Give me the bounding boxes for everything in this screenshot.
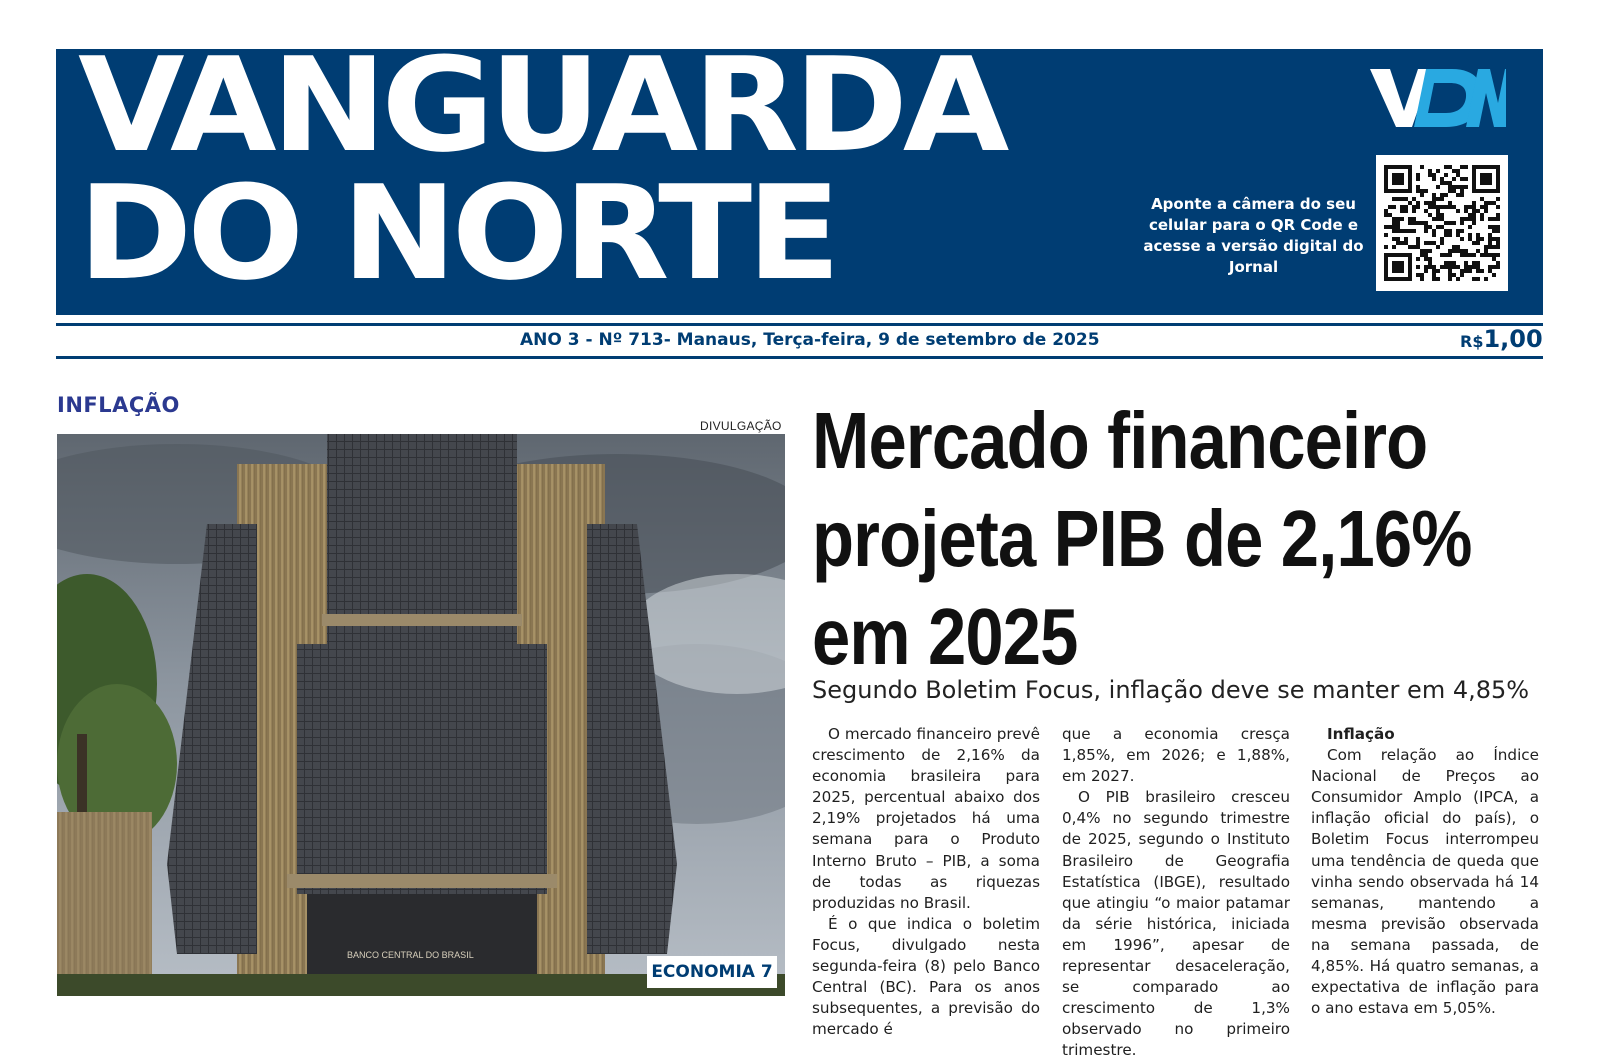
body-column-1 <box>812 724 1040 1040</box>
headline <box>812 392 1472 686</box>
qr-instructions: Aponte a câmera do seu celular para o QR Code e acesse a versão digital do Jornal <box>1143 195 1364 276</box>
headline-line3: em 2025 <box>812 592 1078 681</box>
price-currency: R$ <box>1460 332 1484 351</box>
newspaper-title <box>78 49 1005 309</box>
headline-line2: projeta PIB de 2,16% <box>812 494 1472 583</box>
central-bank-building-image <box>57 434 785 996</box>
building-sign: BANCO CENTRAL DO BRASIL <box>347 950 474 960</box>
subheadline: Segundo Boletim Focus, inflação deve se manter em 4,85% <box>812 676 1530 704</box>
price-value: 1,00 <box>1483 325 1543 353</box>
price <box>1460 324 1543 357</box>
masthead <box>56 49 1543 315</box>
photo-credit: DIVULGAÇÃO <box>700 419 782 433</box>
paragraph: que a economia cresça 1,85%, em 2026; e 1,88%, em 2027. <box>1062 725 1290 786</box>
paragraph: O mercado financeiro prevê crescimento de 2,16% da economia brasileira para 2025, percentual abaixo dos 2,19% projetados há uma semana para o Produto Interno Bruto – PIB, a soma de todas as riquezas produzidas no Brasil. <box>812 725 1040 912</box>
dateline: ANO 3 - Nº 713- Manaus, Terça-feira, 9 de setembro de 2025 <box>520 330 1100 350</box>
qr-code-icon <box>1384 165 1500 281</box>
article-photo <box>57 434 785 996</box>
paragraph: O PIB brasileiro cresceu 0,4% no segundo trimestre de 2025, segundo o Instituto Brasileiro de Geografia Estatística (IBGE), resultado que atingiu “o maior patamar da série histórica, iniciada em 1996”, apesar de representar desaceleração, se comparado ao crescimento de 1,3% observado no primeiro trimestre. <box>1062 788 1290 1060</box>
paragraph: É o que indica o boletim Focus, divulgado nesta segunda-feira (8) pelo Banco Central (BC). Para os anos subsequentes, a previsão do mercado é <box>812 914 1040 1039</box>
dateline-bottom-rule <box>56 356 1543 359</box>
dateline-top-rule <box>56 323 1543 326</box>
section-kicker: INFLAÇÃO <box>57 393 180 417</box>
body-column-3 <box>1311 724 1539 1019</box>
newspaper-title-line1: VANGUARDA <box>78 49 1005 181</box>
qr-code[interactable] <box>1376 155 1508 291</box>
newspaper-title-line2: DO NORTE <box>78 157 836 309</box>
page-reference[interactable]: ECONOMIA 7 <box>647 956 777 988</box>
body-column-2 <box>1062 724 1290 1062</box>
vdn-logo <box>1370 63 1506 133</box>
headline-line1: Mercado financeiro <box>812 396 1428 485</box>
paragraph: Com relação ao Índice Nacional de Preços ao Consumidor Amplo (IPCA, a inflação oficial do país), o Boletim Focus interrompeu uma tendência de queda que vinha sendo observada há 14 semanas, mantendo a mesma previsão observada na semana passada, de 4,85%. Há quatro semanas, a expectativa de inflação para o ano estava em 5,05%. <box>1311 746 1539 1018</box>
body-subtitle: Inflação <box>1327 725 1395 743</box>
